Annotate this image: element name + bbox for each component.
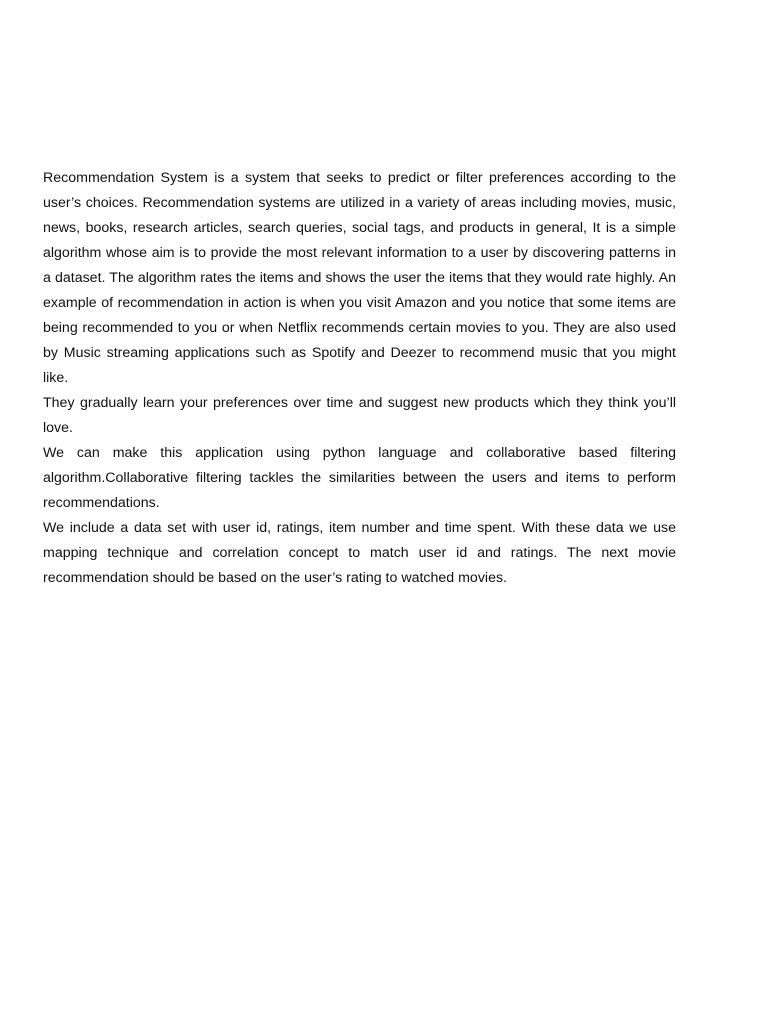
document-body [43,166,676,591]
paragraph-dataset-description: We include a data set with user id, ratings, item number and time spent. With these data we use mapping technique and correlation concept to match user id and ratings. The next movie recommendation should be based on the user’s rating to watched movies. [43,520,676,586]
paragraph-application-approach: We can make this application using python language and collaborative based filtering algorithm.Collaborative filtering tackles the similarities between the users and items to perform recommendations. [43,445,676,511]
paragraph-recommendation-system-intro: Recommendation System is a system that seeks to predict or filter preferences according to the user’s choices. Recommendation systems are utilized in a variety of areas including movies, music, news, books, research articles, search queries, social tags, and products in general, It is a simple algorithm whose aim is to provide the most relevant information to a user by discovering patterns in a dataset. The algorithm rates the items and shows the user the items that they would rate highly. An example of recommendation in action is when you visit Amazon and you notice that some items are being recommended to you or when Netflix recommends certain movies to you. They are also used by Music streaming applications such as Spotify and Deezer to recommend music that you might like. [43,170,676,386]
paragraph-learning-preferences: They gradually learn your preferences over time and suggest new products which they think you’ll love. [43,395,676,436]
